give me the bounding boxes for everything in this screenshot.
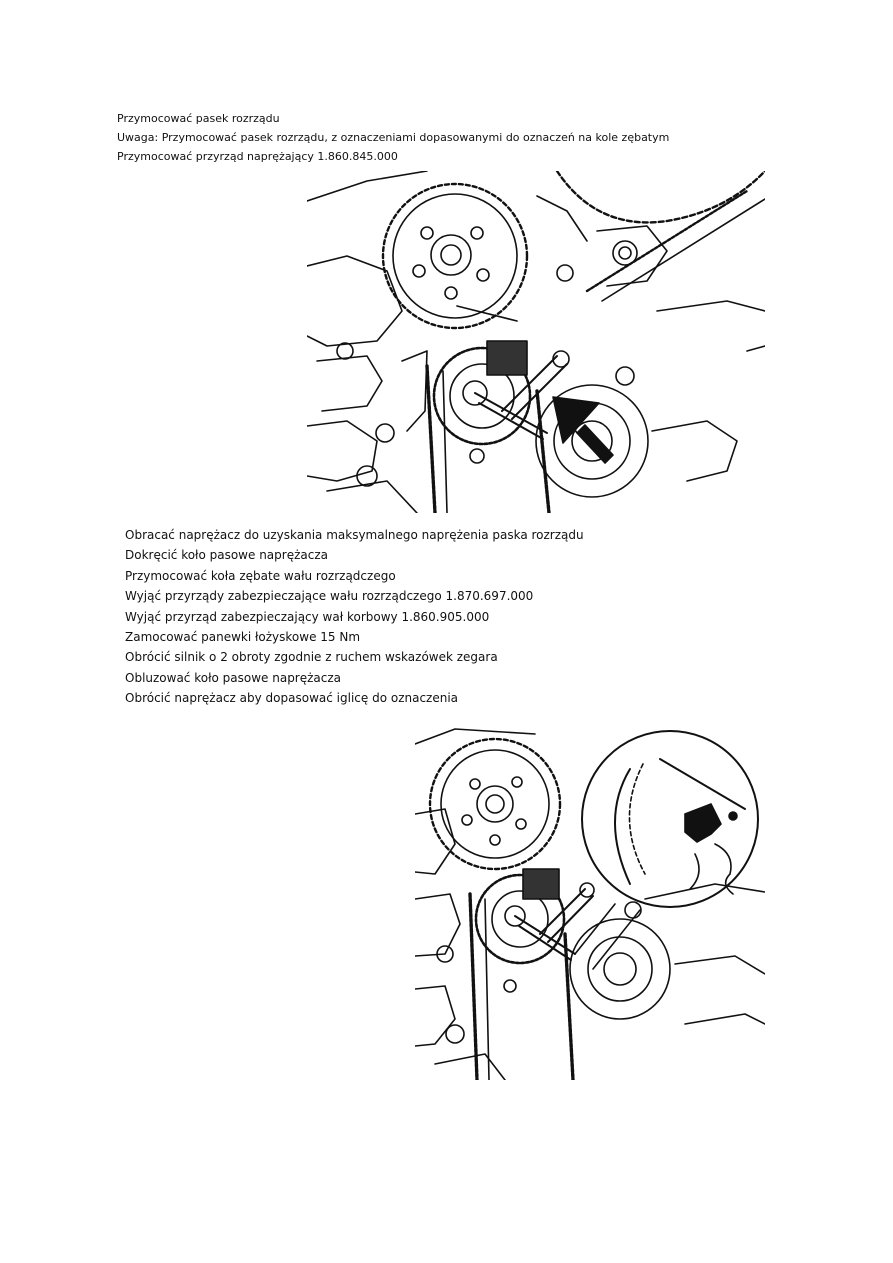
step-6: Zamocować panewki łożyskowe 15 Nm (125, 630, 361, 645)
magnified-alignment-detail (575, 731, 758, 969)
step-1: Obracać naprężacz do uzyskania maksymalnego naprężenia paska rozrządu (125, 528, 584, 542)
intro-text (117, 109, 817, 166)
step-7: Obrócić silnik o 2 obroty zgodnie z ruchem wskazówek zegara (125, 650, 498, 665)
tensioner-gear (476, 869, 564, 963)
step-4: Wyjąć przyrządy zabezpieczające wału rozrządczego 1.870.697.000 (125, 589, 534, 604)
procedure-steps (125, 525, 825, 709)
timing-belt-tensioner-diagram (307, 171, 765, 513)
intro-line-2: Uwaga: Przymocować pasek rozrządu, z oznaczeniami dopasowanymi do oznaczeń na kole zębatym (117, 131, 670, 144)
step-3: Przymocować koła zębate wału rozrządczego (125, 568, 396, 583)
step-2: Dokręcić koło pasowe naprężacza (125, 548, 328, 563)
step-9: Obrócić naprężacz aby dopasować iglicę do oznaczenia (125, 691, 459, 706)
step-5: Wyjąć przyrząd zabezpieczający wał korbowy 1.860.905.000 (125, 609, 490, 624)
tensioner-alignment-diagram (415, 724, 765, 1080)
tensioner-gear (434, 341, 530, 444)
intro-line-3: Przymocować przyrząd naprężający 1.860.845.000 (117, 150, 398, 163)
step-8: Obluzować koło pasowe naprężacza (125, 670, 342, 685)
camshaft-pulley (383, 184, 527, 328)
intro-line-1: Przymocować pasek rozrządu (117, 112, 280, 125)
tensioner-pulley (570, 902, 670, 1019)
camshaft-pulley (430, 739, 560, 869)
tensioner-pulley (536, 241, 648, 497)
